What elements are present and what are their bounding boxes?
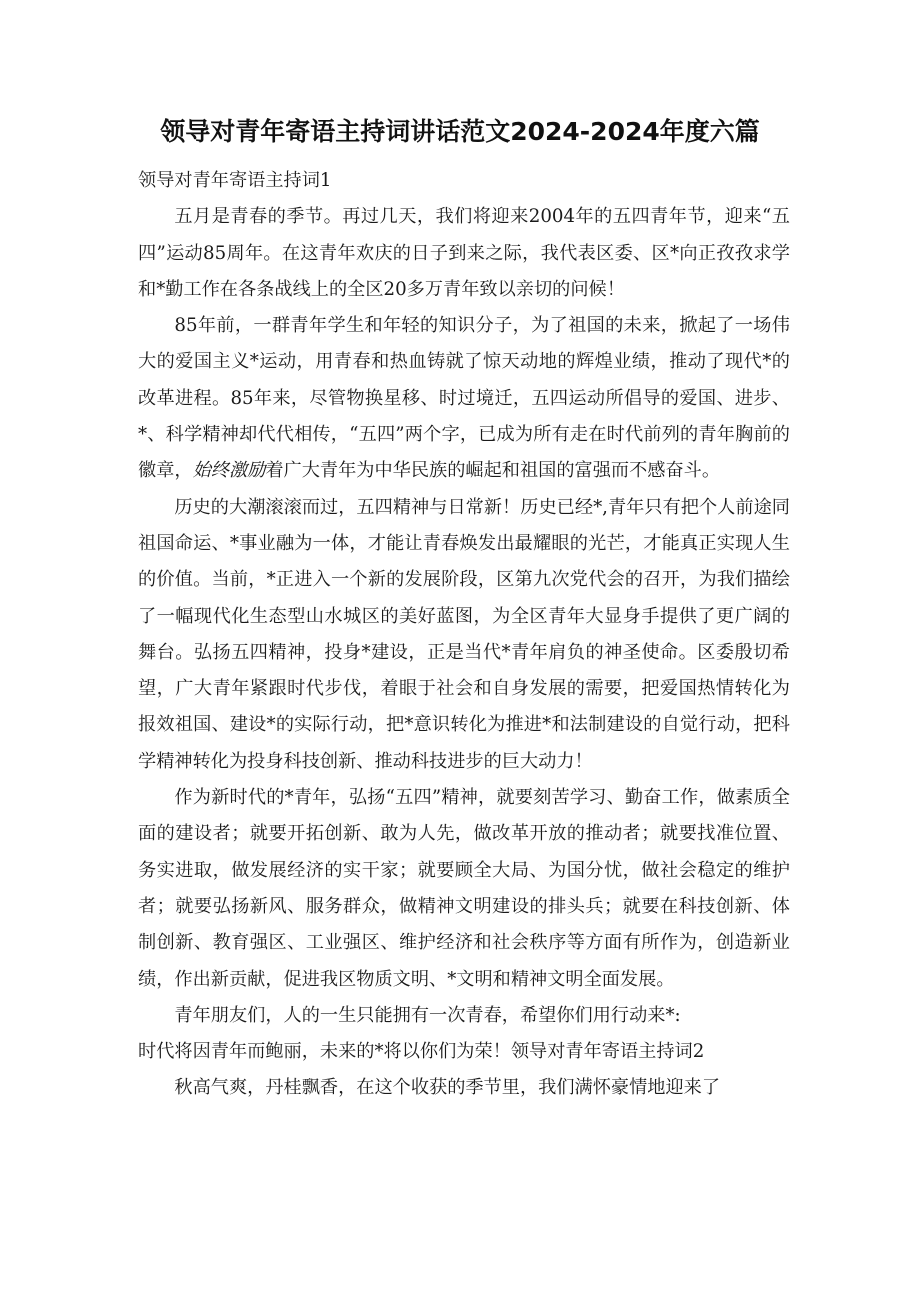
paragraph-2-text-before: 85年前，一群青年学生和年轻的知识分子，为了祖国的未来，掀起了一场伟大的爱国主义*运动，用青春和热血铸就了惊天动地的辉煌业绩，推动了现代*的改革进程。85年来，尽管物换星移、时过境迁，五四运动所倡导的爱国、进步、*、科学精神却代代相传，“五四”两个字，已成为所有走在时代前列的青年胸前的徽章，	[138, 315, 790, 482]
paragraph-2-text-after: 着广大青年为中华民族的崛起和祖国的富强而不感奋斗。	[265, 460, 721, 482]
paragraph-5-line-2: 时代将因青年而鲍丽，未来的*将以你们为荣！领导对青年寄语主持词2	[138, 1041, 705, 1063]
paragraph-4: 作为新时代的*青年，弘扬“五四”精神，就要刻苦学习、勤奋工作，做素质全面的建设者；就要开拓创新、敢为人先，做改革开放的推动者；就要找准位置、务实进取，做发展经济的实干家；就要顾全大局、为国分忧，做社会稳定的维护者；就要弘扬新风、服务群众，做精神文明建设的排头兵；就要在科技创新、体制创新、教育强区、工业强区、维护经济和社会秩序等方面有所作为，创造新业绩，作出新贡献，促进我区物质文明、*文明和精神文明全面发展。	[138, 787, 790, 990]
paragraph-2	[138, 308, 790, 489]
paragraph-5	[138, 998, 790, 1071]
paragraph-1: 五月是青春的季节。再过几天，我们将迎来2004年的五四青年节，迎来“五四”运动85周年。在这青年欢庆的日子到来之际，我代表区委、区*向正孜孜求学和*勤工作在各条战线上的全区20多万青年致以亲切的问候！	[138, 206, 790, 300]
document-body	[138, 160, 790, 1107]
paragraph-6: 秋高气爽，丹桂飘香，在这个收获的季节里，我们满怀豪情地迎来了	[174, 1077, 721, 1099]
paragraph-2-italic-phrase: 始终激励	[192, 460, 266, 482]
document-title: 领导对青年寄语主持词讲话范文2024-2024年度六篇	[160, 117, 760, 146]
section-heading: 领导对青年寄语主持词1	[138, 170, 332, 191]
paragraph-3: 历史的大潮滚滚而过，五四精神与日常新！历史已经*,青年只有把个人前途同祖国命运、*事业融为一体，才能让青春焕发出最耀眼的光芒，才能真正实现人生的价值。当前，*正进入一个新的发展阶段，区第九次党代会的召开，为我们描绘了一幅现代化生态型山水城区的美好蓝图，为全区青年大显身手提供了更广阔的舞台。弘扬五四精神，投身*建设，正是当代*青年肩负的神圣使命。区委殷切希望，广大青年紧跟时代步伐，着眼于社会和自身发展的需要，把爱国热情转化为报效祖国、建设*的实际行动，把*意识转化为推进*和法制建设的自觉行动，把科学精神转化为投身科技创新、推动科技进步的巨大动力！	[138, 496, 790, 772]
paragraph-5-line-1: 青年朋友们，人的一生只能拥有一次青春，希望你们用行动来*:	[174, 1004, 681, 1026]
